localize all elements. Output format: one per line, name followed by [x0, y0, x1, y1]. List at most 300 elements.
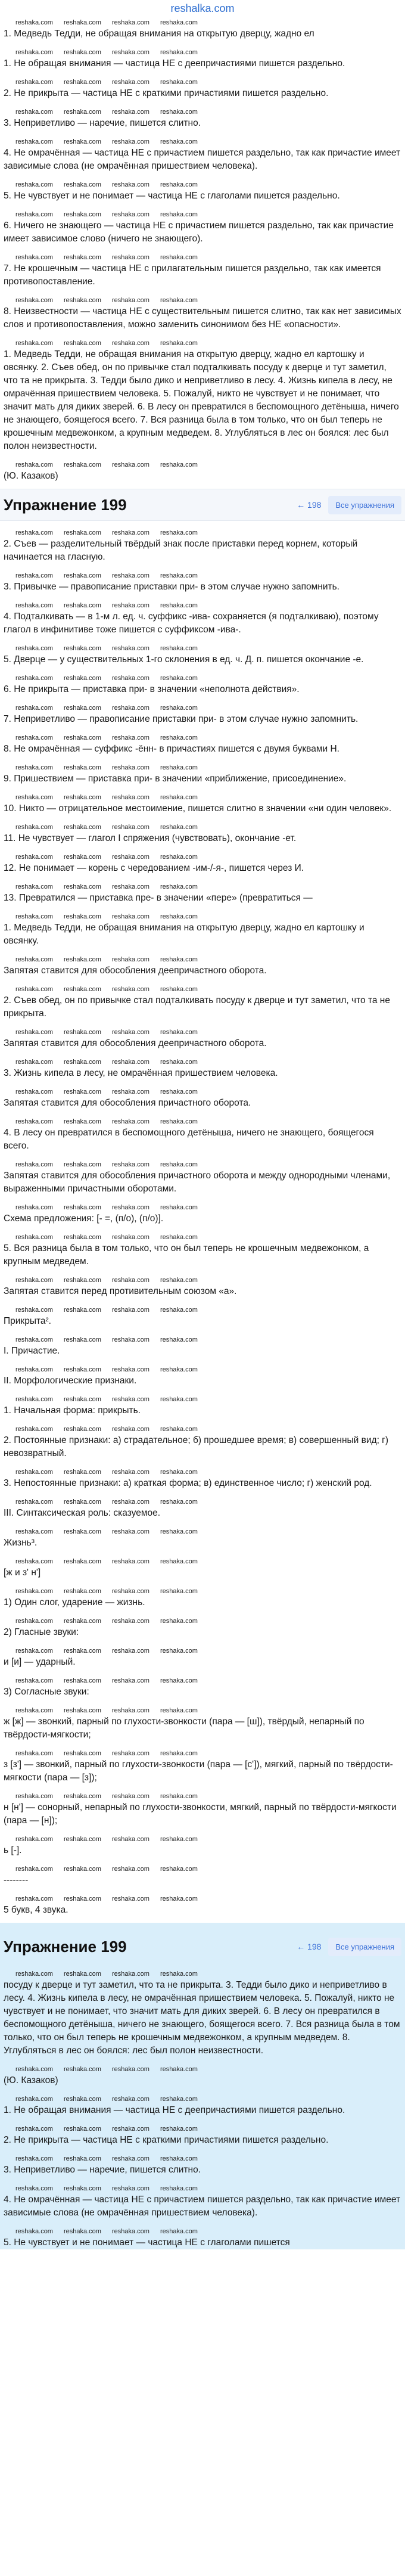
watermark: reshaka.com — [63, 645, 101, 652]
repeat-section — [0, 1923, 405, 2249]
watermark: reshaka.com — [160, 1793, 198, 1800]
text-paragraph: 6. Не прикрыта — приставка при- в значении «неполнота действия». — [4, 684, 300, 694]
watermark: reshaka.com — [63, 79, 101, 86]
watermark: reshaka.com — [15, 138, 53, 145]
text-paragraph: 1. Медведь Тедди, не обращая внимания на открытую дверцу, жадно ел картошку и овсянку. — [4, 923, 364, 946]
watermark: reshaka.com — [111, 79, 149, 86]
watermark: reshaka.com — [63, 1234, 101, 1241]
watermark: reshaka.com — [160, 1336, 198, 1343]
watermark-row — [4, 294, 401, 305]
watermark: reshaka.com — [160, 138, 198, 145]
watermark: reshaka.com — [160, 1426, 198, 1433]
watermark: reshaka.com — [15, 49, 53, 56]
watermark: reshaka.com — [160, 1366, 198, 1373]
watermark: reshaka.com — [15, 824, 53, 831]
watermark: reshaka.com — [160, 1647, 198, 1655]
text-paragraph: 4. Не омрачённая — частица НЕ с причастием пишется раздельно, так как причастие имеет зависимые слова (не омрачённая пришествием человека). — [4, 2195, 401, 2218]
watermark: reshaka.com — [111, 1029, 149, 1036]
watermark: reshaka.com — [63, 2096, 101, 2103]
watermark: reshaka.com — [15, 1707, 53, 1714]
watermark: reshaka.com — [160, 1836, 198, 1843]
watermark: reshaka.com — [15, 1336, 53, 1343]
watermark: reshaka.com — [111, 181, 149, 188]
watermark: reshaka.com — [160, 1118, 198, 1125]
watermark: reshaka.com — [160, 1204, 198, 1211]
watermark: reshaka.com — [15, 108, 53, 116]
watermark: reshaka.com — [15, 79, 53, 86]
watermark-row — [4, 76, 401, 87]
watermark-row — [4, 1645, 401, 1656]
watermark: reshaka.com — [111, 1895, 149, 1902]
watermark: reshaka.com — [15, 1498, 53, 1506]
text-paragraph: 3. Жизнь кипела в лесу, не омрачённая пришествием человека. — [4, 1068, 278, 1078]
watermark: reshaka.com — [15, 2066, 53, 2073]
watermark: reshaka.com — [15, 1277, 53, 1284]
watermark-row — [4, 1556, 401, 1566]
watermark: reshaka.com — [63, 764, 101, 771]
watermark: reshaka.com — [111, 529, 149, 536]
watermark-row — [4, 1159, 401, 1169]
watermark: reshaka.com — [15, 1234, 53, 1241]
text-paragraph: Запятая ставится для обособления деепричастного оборота. — [4, 966, 267, 976]
watermark-row — [4, 2153, 401, 2164]
watermark: reshaka.com — [63, 2228, 101, 2235]
watermark: reshaka.com — [63, 1836, 101, 1843]
text-paragraph: 2. Не прикрыта — частица НЕ с краткими причастиями пишется раздельно. — [4, 88, 329, 98]
watermark: reshaka.com — [160, 1528, 198, 1535]
watermark: reshaka.com — [111, 824, 149, 831]
watermark: reshaka.com — [111, 1306, 149, 1314]
text-paragraph: 12. Не понимает — корень с чередованием -им-/-я-, пишется через И. — [4, 863, 304, 873]
watermark-row — [4, 792, 401, 802]
watermark: reshaka.com — [111, 1161, 149, 1168]
watermark-row — [4, 1863, 401, 1874]
watermark-row — [4, 1585, 401, 1596]
watermark: reshaka.com — [160, 1029, 198, 1036]
text-paragraph: Жизнь³. — [4, 1538, 38, 1548]
watermark: reshaka.com — [111, 461, 149, 468]
watermark: reshaka.com — [160, 1306, 198, 1314]
text-paragraph: 5. Не чувствует и не понимает — частица НЕ с глаголами пишется — [4, 2237, 290, 2248]
watermark-row — [4, 600, 401, 610]
text-paragraph: -------- — [4, 1875, 29, 1885]
watermark: reshaka.com — [63, 883, 101, 890]
text-paragraph: 4. Не омрачённая — частица НЕ с причастием пишется раздельно, так как причастие имеет зависимые слова (не омрачённая пришествием человека). — [4, 148, 401, 171]
all-exercises-button-repeat[interactable]: Все упражнения — [328, 1938, 401, 1956]
watermark: reshaka.com — [160, 79, 198, 86]
prev-exercise-link[interactable]: ← 198 — [297, 500, 322, 510]
watermark: reshaka.com — [160, 1469, 198, 1476]
watermark: reshaka.com — [160, 108, 198, 116]
watermark: reshaka.com — [63, 461, 101, 468]
watermark: reshaka.com — [63, 1588, 101, 1595]
text-paragraph: Прикрыта². — [4, 1316, 51, 1326]
watermark: reshaka.com — [160, 297, 198, 304]
watermark: reshaka.com — [111, 1336, 149, 1343]
text-paragraph: и [и] — ударный. — [4, 1657, 76, 1667]
watermark: reshaka.com — [15, 913, 53, 920]
watermark: reshaka.com — [160, 19, 198, 26]
watermark-row — [4, 1705, 401, 1715]
morphology-section — [0, 1334, 405, 1917]
watermark: reshaka.com — [15, 854, 53, 861]
text-paragraph: 7. Неприветливо — правописание приставки при- в этом случае нужно запомнить. — [4, 714, 359, 724]
text-paragraph: 3. Неприветливо — наречие, пишется слитно. — [4, 118, 201, 128]
watermark-row — [4, 1615, 401, 1626]
watermark-row — [4, 1748, 401, 1758]
watermark: reshaka.com — [63, 1498, 101, 1506]
text-paragraph: I. Причастие. — [4, 1346, 60, 1356]
watermark: reshaka.com — [160, 1088, 198, 1095]
text-paragraph: ь [-]. — [4, 1845, 22, 1855]
watermark: reshaka.com — [63, 1426, 101, 1433]
watermark: reshaka.com — [15, 2125, 53, 2133]
watermark: reshaka.com — [111, 854, 149, 861]
watermark-row — [4, 1304, 401, 1315]
watermark: reshaka.com — [111, 1750, 149, 1757]
text-paragraph: 2. Съев — разделительный твёрдый знак после приставки перед корнем, который начинается на гласную. — [4, 539, 358, 562]
watermark: reshaka.com — [160, 1895, 198, 1902]
watermark: reshaka.com — [160, 824, 198, 831]
watermark-row — [4, 1833, 401, 1844]
watermark: reshaka.com — [63, 1306, 101, 1314]
watermark-row — [4, 1675, 401, 1686]
watermark: reshaka.com — [15, 1426, 53, 1433]
watermark-row — [4, 1116, 401, 1126]
watermark: reshaka.com — [63, 956, 101, 963]
watermark: reshaka.com — [15, 602, 53, 609]
watermark: reshaka.com — [15, 1088, 53, 1095]
watermark: reshaka.com — [111, 1498, 149, 1506]
watermark-row — [4, 643, 401, 653]
text-paragraph: 3. Непостоянные признаки: а) краткая форма; в) единственное число; г) женский род. — [4, 1478, 372, 1488]
watermark-row — [4, 2123, 401, 2134]
watermark-row — [4, 1334, 401, 1345]
text-paragraph: 2. Не прикрыта — частица НЕ с краткими причастиями пишется раздельно. — [4, 2135, 329, 2145]
watermark: reshaka.com — [111, 254, 149, 261]
watermark: reshaka.com — [15, 1647, 53, 1655]
watermark-row — [4, 1202, 401, 1212]
watermark: reshaka.com — [160, 1970, 198, 1978]
watermark-row — [4, 881, 401, 892]
watermark: reshaka.com — [15, 2185, 53, 2192]
watermark-row — [4, 911, 401, 921]
watermark: reshaka.com — [63, 734, 101, 741]
site-header[interactable]: reshalka.com — [170, 2, 235, 14]
watermark: reshaka.com — [63, 1029, 101, 1036]
text-paragraph: 1) Один слог, ударение — жизнь. — [4, 1597, 145, 1607]
watermark: reshaka.com — [160, 1161, 198, 1168]
watermark-row — [4, 1496, 401, 1507]
watermark: reshaka.com — [160, 1059, 198, 1066]
watermark: reshaka.com — [63, 2155, 101, 2162]
text-paragraph: (Ю. Казаков) — [4, 471, 58, 481]
watermark: reshaka.com — [63, 913, 101, 920]
watermark: reshaka.com — [160, 1866, 198, 1873]
watermark: reshaka.com — [111, 1118, 149, 1125]
watermark: reshaka.com — [15, 1895, 53, 1902]
watermark: reshaka.com — [63, 1336, 101, 1343]
watermark: reshaka.com — [15, 1836, 53, 1843]
watermark: reshaka.com — [63, 602, 101, 609]
text-paragraph: (Ю. Казаков) — [4, 2075, 58, 2085]
prev-exercise-link-repeat[interactable]: ← 198 — [297, 1942, 322, 1951]
watermark-row — [4, 1274, 401, 1285]
watermark: reshaka.com — [111, 572, 149, 579]
watermark: reshaka.com — [160, 675, 198, 682]
text-paragraph: 1. Медведь Тедди, не обращая внимания на открытую дверцу, жадно ел — [4, 29, 314, 39]
watermark: reshaka.com — [111, 340, 149, 347]
watermark-row — [4, 106, 401, 117]
watermark: reshaka.com — [63, 1618, 101, 1625]
watermark: reshaka.com — [160, 340, 198, 347]
watermark-row — [4, 1526, 401, 1537]
watermark-row — [4, 732, 401, 743]
watermark-row — [4, 1231, 401, 1242]
text-paragraph: 5. Вся разница была в том только, что он был теперь не крошечным медвежонком, а крупным медведем. — [4, 1243, 369, 1267]
watermark: reshaka.com — [111, 1866, 149, 1873]
middle-section — [0, 527, 405, 1328]
watermark: reshaka.com — [111, 956, 149, 963]
watermark: reshaka.com — [111, 1970, 149, 1978]
text-paragraph: 5. Не чувствует и не понимает — частица НЕ с глаголами пишется раздельно. — [4, 191, 340, 201]
exercise-header — [0, 489, 405, 521]
text-paragraph: [ж и з' н'] — [4, 1568, 41, 1578]
text-paragraph: 1. Начальная форма: прикрыть. — [4, 1405, 141, 1416]
text-paragraph: 3. Неприветливо — наречие, пишется слитно. — [4, 2165, 201, 2175]
watermark: reshaka.com — [111, 675, 149, 682]
watermark: reshaka.com — [111, 211, 149, 218]
watermark: reshaka.com — [160, 2096, 198, 2103]
watermark: reshaka.com — [160, 572, 198, 579]
watermark: reshaka.com — [111, 1469, 149, 1476]
all-exercises-button[interactable]: Все упражнения — [328, 496, 401, 514]
watermark-row — [4, 2226, 401, 2236]
watermark: reshaka.com — [160, 1277, 198, 1284]
watermark: reshaka.com — [63, 986, 101, 993]
watermark-row — [4, 527, 401, 538]
watermark: reshaka.com — [15, 704, 53, 712]
watermark-row — [4, 1968, 401, 1979]
watermark: reshaka.com — [111, 297, 149, 304]
watermark: reshaka.com — [111, 1088, 149, 1095]
watermark: reshaka.com — [111, 1647, 149, 1655]
top-section — [0, 17, 405, 483]
watermark: reshaka.com — [15, 1366, 53, 1373]
watermark: reshaka.com — [160, 1234, 198, 1241]
text-paragraph: 1. Медведь Тедди, не обращая внимания на открытую дверцу, жадно ел картошку и овсянку. 2. Съев обед, он по привычке стал подталкивать посуду к дверце и тут заметил, что та не прикрыта. 3. Тедди было дико и неприветливо в лесу. 4. Жизнь кипела в лесу, не омрачённая пришествием человека. 5. Пожалуй, никто не чувствует и не понимает, что значит мать для диких зверей. 6. В лесу он превратился в беспомощного детёныша, ничего не знающего, боящегося всего. 7. Вся разница была в том только, что он был теперь не крошечным медвежонком, а крупным медведем. 8. Углубляться в лес он боялся: лес был полон неизвестности. — [4, 349, 399, 451]
watermark-row — [4, 2063, 401, 2074]
watermark: reshaka.com — [15, 1618, 53, 1625]
watermark: reshaka.com — [63, 19, 101, 26]
watermark: reshaka.com — [160, 1498, 198, 1506]
watermark: reshaka.com — [160, 461, 198, 468]
watermark: reshaka.com — [15, 1866, 53, 1873]
watermark: reshaka.com — [160, 794, 198, 801]
watermark: reshaka.com — [160, 913, 198, 920]
watermark: reshaka.com — [63, 704, 101, 712]
watermark: reshaka.com — [160, 1677, 198, 1684]
watermark: reshaka.com — [15, 1161, 53, 1168]
text-paragraph: Запятая ставится для обособления деепричастного оборота. — [4, 1038, 267, 1048]
text-paragraph: ж [ж] — звонкий, парный по глухости-звонкости (пара — [ш]), твёрдый, непарный по твёрдости-мягкости; — [4, 1717, 364, 1740]
watermark: reshaka.com — [111, 1277, 149, 1284]
watermark: reshaka.com — [111, 2185, 149, 2192]
watermark: reshaka.com — [15, 2228, 53, 2235]
watermark: reshaka.com — [63, 1204, 101, 1211]
watermark: reshaka.com — [63, 572, 101, 579]
watermark: reshaka.com — [111, 138, 149, 145]
watermark: reshaka.com — [15, 883, 53, 890]
watermark: reshaka.com — [15, 1059, 53, 1066]
watermark: reshaka.com — [63, 1366, 101, 1373]
watermark: reshaka.com — [63, 2066, 101, 2073]
watermark: reshaka.com — [15, 340, 53, 347]
text-paragraph: 6. Ничего не знающего — частица НЕ с причастием пишется раздельно, так как причастие имеет зависимое слово (ничего не знающего). — [4, 221, 394, 244]
watermark: reshaka.com — [111, 1677, 149, 1684]
watermark: reshaka.com — [63, 1793, 101, 1800]
watermark-row — [4, 672, 401, 683]
watermark: reshaka.com — [15, 2096, 53, 2103]
watermark: reshaka.com — [111, 1528, 149, 1535]
watermark: reshaka.com — [63, 1970, 101, 1978]
watermark: reshaka.com — [160, 211, 198, 218]
watermark: reshaka.com — [63, 1088, 101, 1095]
watermark-row — [4, 2183, 401, 2193]
watermark: reshaka.com — [15, 764, 53, 771]
watermark: reshaka.com — [63, 49, 101, 56]
watermark-row — [4, 252, 401, 262]
exercise-title: Упражнение 199 — [4, 495, 127, 514]
watermark: reshaka.com — [15, 1528, 53, 1535]
watermark: reshaka.com — [160, 645, 198, 652]
watermark: reshaka.com — [15, 675, 53, 682]
text-paragraph: з [з'] — звонкий, парный по глухости-звонкости (пара — [с']), мягкий, парный по твёрдости-мягкости (пара — [з]); — [4, 1759, 393, 1783]
watermark: reshaka.com — [111, 645, 149, 652]
watermark: reshaka.com — [160, 883, 198, 890]
watermark: reshaka.com — [160, 986, 198, 993]
watermark: reshaka.com — [63, 1750, 101, 1757]
watermark: reshaka.com — [15, 986, 53, 993]
text-paragraph: посуду к дверце и тут заметил, что та не прикрыта. 3. Тедди было дико и неприветливо в лесу. 4. Жизнь кипела в лесу, не омрачённая пришествием человека. 5. Пожалуй, никто не чувствует и не понимает, что значит мать для диких зверей. 6. В лесу он превратился в беспомощного детёныша, ничего не знающего, боящегося всего. 7. Вся разница была в том только, что он был теперь не крошечным медвежонком, а крупным медведем. 8. Углубляться в лес он боялся: лес был полон неизвестности. — [4, 1980, 400, 2056]
watermark: reshaka.com — [160, 734, 198, 741]
watermark: reshaka.com — [63, 138, 101, 145]
watermark-row — [4, 570, 401, 581]
watermark: reshaka.com — [63, 529, 101, 536]
watermark: reshaka.com — [111, 19, 149, 26]
watermark: reshaka.com — [15, 211, 53, 218]
watermark: reshaka.com — [111, 2155, 149, 2162]
watermark: reshaka.com — [160, 49, 198, 56]
watermark: reshaka.com — [15, 19, 53, 26]
text-paragraph: 5 букв, 4 звука. — [4, 1905, 68, 1915]
watermark: reshaka.com — [15, 956, 53, 963]
watermark-row — [4, 1086, 401, 1097]
watermark: reshaka.com — [63, 1118, 101, 1125]
watermark: reshaka.com — [160, 602, 198, 609]
watermark-row — [4, 821, 401, 832]
text-paragraph: 8. Неизвестности — частица НЕ с существительным пишется слитно, так как нет зависимых слов и противопоставления, можно заменить синонимом без НЕ «опасности». — [4, 306, 401, 330]
watermark: reshaka.com — [111, 764, 149, 771]
watermark: reshaka.com — [111, 913, 149, 920]
text-paragraph: 4. В лесу он превратился в беспомощного детёныша, ничего не знающего, боящегося всего. — [4, 1128, 374, 1151]
text-paragraph: 5. Дверце — у существительных 1-го склонения в ед. ч. Д. п. пишется окончание -е. — [4, 654, 364, 665]
watermark: reshaka.com — [111, 1396, 149, 1403]
watermark-row — [4, 1466, 401, 1477]
watermark: reshaka.com — [63, 1558, 101, 1565]
watermark-row — [4, 337, 401, 348]
watermark: reshaka.com — [15, 1558, 53, 1565]
watermark: reshaka.com — [63, 340, 101, 347]
text-paragraph: 9. Пришествием — приставка при- в значении «приближение, присоединение». — [4, 774, 347, 784]
watermark-row — [4, 702, 401, 713]
text-paragraph: 10. Никто — отрицательное местоимение, пишется слитно в значении «ни один человек». — [4, 803, 392, 814]
watermark: reshaka.com — [63, 854, 101, 861]
watermark: reshaka.com — [63, 2185, 101, 2192]
watermark: reshaka.com — [63, 1677, 101, 1684]
watermark: reshaka.com — [111, 1059, 149, 1066]
watermark: reshaka.com — [160, 2066, 198, 2073]
watermark: reshaka.com — [160, 2185, 198, 2192]
watermark: reshaka.com — [63, 297, 101, 304]
text-paragraph: 1. Не обращая внимания — частица НЕ с деепричастиями пишется раздельно. — [4, 58, 345, 69]
watermark: reshaka.com — [15, 1029, 53, 1036]
watermark-row — [4, 1056, 401, 1067]
watermark: reshaka.com — [111, 2096, 149, 2103]
text-paragraph: 4. Подталкивать — в 1-м л. ед. ч. суффикс -ива- сохраняется (я подталкиваю), поэтому глагол в инфинитиве тоже пишется с суффиксом -ива-. — [4, 612, 379, 635]
text-paragraph: 2. Съев обед, он по привычке стал подталкивать посуду к дверце и тут заметил, что та не прикрыта. — [4, 995, 390, 1019]
watermark: reshaka.com — [111, 734, 149, 741]
exercise-title-repeat: Упражнение 199 — [4, 1937, 127, 1956]
watermark: reshaka.com — [63, 1866, 101, 1873]
text-paragraph: 11. Не чувствует — глагол I спряжения (чувствовать), окончание -ет. — [4, 833, 297, 843]
text-paragraph: Запятая ставится для обособления причастного оборота и между однородными членами, выраженными причастными оборотами. — [4, 1171, 391, 1194]
watermark: reshaka.com — [15, 181, 53, 188]
watermark: reshaka.com — [15, 645, 53, 652]
watermark: reshaka.com — [63, 254, 101, 261]
watermark: reshaka.com — [15, 1469, 53, 1476]
watermark: reshaka.com — [15, 2155, 53, 2162]
watermark: reshaka.com — [111, 2228, 149, 2235]
text-paragraph: 1. Не обращая внимания — частица НЕ с деепричастиями пишется раздельно. — [4, 2105, 345, 2115]
watermark: reshaka.com — [63, 1647, 101, 1655]
watermark: reshaka.com — [160, 2125, 198, 2133]
watermark: reshaka.com — [63, 108, 101, 116]
watermark: reshaka.com — [160, 2228, 198, 2235]
watermark: reshaka.com — [111, 883, 149, 890]
watermark-row — [4, 459, 401, 470]
watermark: reshaka.com — [111, 1618, 149, 1625]
watermark-row — [4, 2093, 401, 2104]
watermark: reshaka.com — [15, 572, 53, 579]
watermark: reshaka.com — [15, 461, 53, 468]
watermark: reshaka.com — [111, 108, 149, 116]
watermark: reshaka.com — [160, 1396, 198, 1403]
watermark: reshaka.com — [63, 181, 101, 188]
text-paragraph: 8. Не омрачённая — суффикс -ённ- в причастиях пишется с двумя буквами Н. — [4, 744, 339, 754]
watermark: reshaka.com — [63, 1895, 101, 1902]
watermark: reshaka.com — [15, 1118, 53, 1125]
watermark: reshaka.com — [160, 956, 198, 963]
watermark: reshaka.com — [111, 1793, 149, 1800]
watermark: reshaka.com — [160, 1588, 198, 1595]
watermark: reshaka.com — [63, 1059, 101, 1066]
watermark: reshaka.com — [111, 986, 149, 993]
watermark: reshaka.com — [15, 1204, 53, 1211]
watermark: reshaka.com — [15, 254, 53, 261]
watermark: reshaka.com — [63, 794, 101, 801]
text-paragraph: 2) Гласные звуки: — [4, 1627, 79, 1637]
